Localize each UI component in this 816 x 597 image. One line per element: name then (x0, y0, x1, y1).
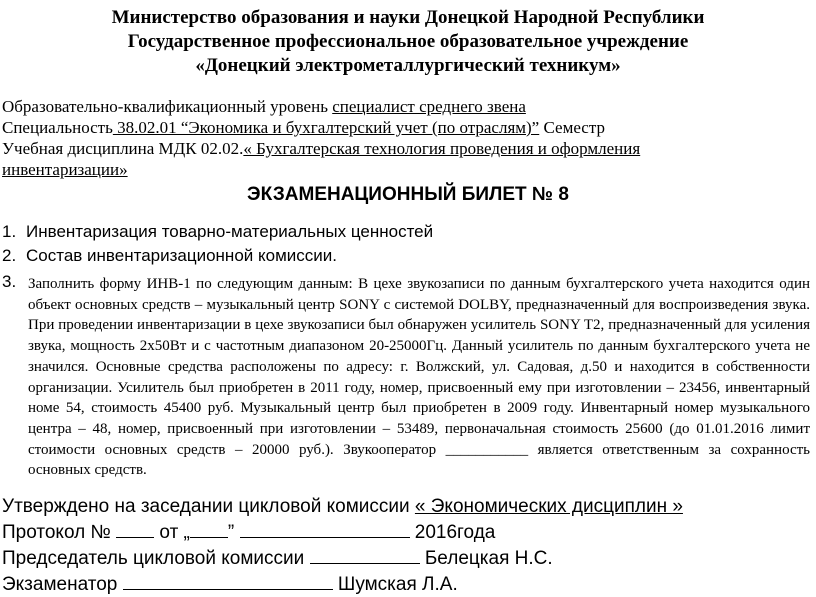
protocol-day-blank[interactable] (190, 519, 228, 538)
question-number: 2. (2, 246, 17, 265)
chair-name: Белецкая Н.С. (419, 548, 553, 569)
protocol-month-blank[interactable] (240, 519, 410, 538)
chair-signature-blank[interactable] (310, 545, 420, 564)
course-meta (2, 96, 812, 180)
semester-label: Семестр (539, 118, 605, 137)
protocol-row (2, 519, 814, 545)
qualification-level-row (2, 96, 812, 117)
specialty-label: Специальность (2, 118, 113, 137)
document-footer (2, 494, 814, 597)
examiner-row (2, 571, 814, 597)
question-3-task: Заполнить форму ИНВ-1 по следующим данным: В цехе звукозаписи по данным бухгалтерского учета находится один объект основных средств – музыкальный центр SONY с системой DOLBY, предназначенный для воспроизведения звука. При проведении инвентаризации в цехе звукозаписи был обнаружен усилитель SONY T2, предназначенный для усиления звука, мощность 2x50Вт и с частотным диапазоном 20-25000Гц. Данный усилитель по данным бухгалтерского учета не значился. Основные средства расположены по адресу: г. Волжский, ул. Садовая, д.50 и находится в собственности организации. Усилитель был приобретен в 2011 году, номер, присвоенный ему при изготовлении – 23456, инвентарный номе 54, стоимость 45400 руб. Музыкальный центр был приобретен в 2009 году. Инвентарный номер музыкального центра – 48, номер, присвоенный при изготовлении – 53489, первоначальная стоимость 25600 (до 01.01.2016 лимит стоимости основных средств – 20000 руб.). Звукооператор ___________ является ответственным за сохранность основных средств. (28, 276, 810, 479)
commission-name: « Экономических дисциплин » (414, 496, 683, 517)
discipline-row-continued (2, 159, 812, 180)
discipline-label: Учебная дисциплина МДК 02.02. (2, 139, 244, 158)
specialty-value: 38.02.01 “Экономика и бухгалтерский учет (по отраслям)” (112, 118, 540, 137)
ticket-title: ЭКЗАМЕНАЦИОННЫЙ БИЛЕТ № 8 (247, 184, 569, 205)
examiner-signature-blank[interactable] (123, 571, 333, 590)
institution-line: Государственное профессиональное образовательное учреждение (127, 31, 689, 52)
protocol-quote: ” (227, 522, 235, 543)
question-text: Инвентаризация товарно-материальных ценностей (26, 222, 434, 241)
approval-label: Утверждено на заседании цикловой комиссии (2, 496, 415, 517)
chair-row (2, 545, 814, 571)
question-number: 1. (2, 222, 17, 241)
protocol-label: Протокол № (2, 522, 117, 543)
question-3-number: 3. (2, 272, 17, 291)
specialty-row (2, 117, 812, 138)
examiner-label: Экзаменатор (2, 574, 123, 595)
protocol-from-label: от „ (154, 522, 190, 543)
protocol-year: 2016года (409, 522, 496, 543)
question-2 (2, 246, 337, 266)
approval-row (2, 494, 814, 519)
chair-label: Председатель цикловой комиссии (2, 548, 310, 569)
discipline-value-continued: инвентаризации» (2, 160, 128, 179)
document-header (0, 0, 816, 78)
examiner-name: Шумская Л.А. (332, 574, 458, 595)
qualification-level-value: специалист среднего звена (332, 97, 526, 116)
ministry-line: Министерство образования и науки Донецкой Народной Республики (111, 7, 705, 28)
qualification-level-label: Образовательно-квалификационный уровень (2, 97, 333, 116)
question-1 (2, 222, 433, 242)
protocol-number-blank[interactable] (116, 519, 154, 538)
discipline-row (2, 138, 812, 159)
question-text: Состав инвентаризационной комиссии. (26, 246, 337, 265)
college-name-line: «Донецкий электрометаллургический техникум» (195, 55, 621, 76)
discipline-value: « Бухгалтерская технология проведения и оформления (243, 139, 641, 158)
